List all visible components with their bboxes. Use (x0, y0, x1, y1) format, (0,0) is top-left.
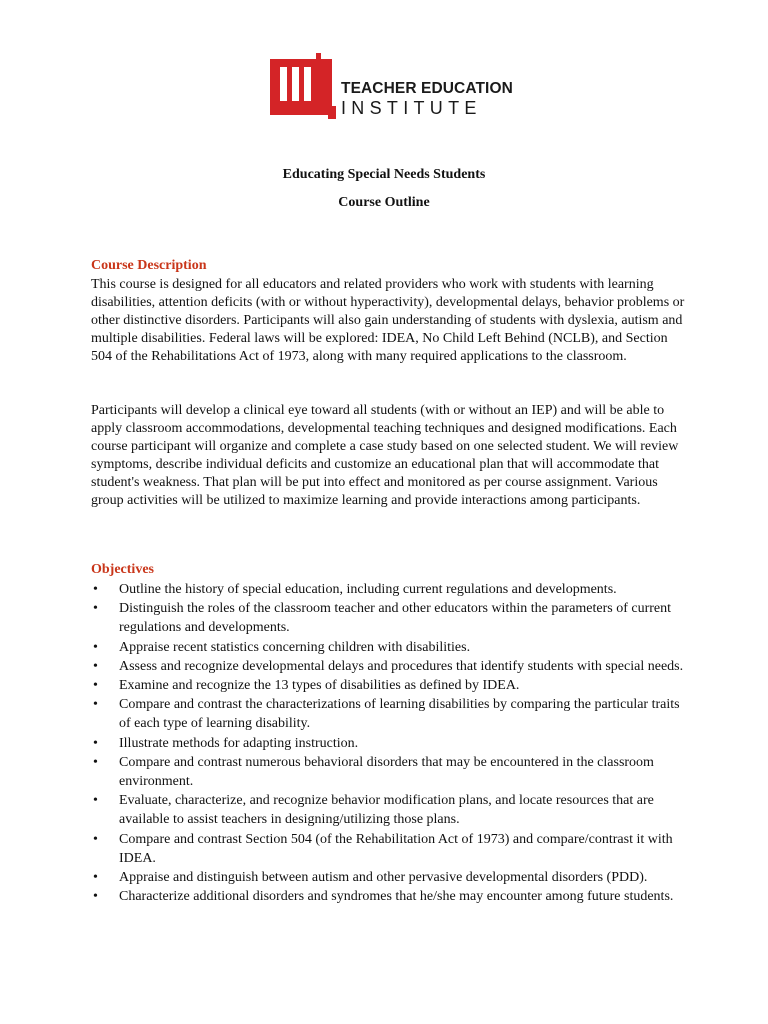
course-description-heading: Course Description (91, 258, 207, 273)
objective-item: • Evaluate, characterize, and recognize behavior modification plans, and locate resources that are available to assist teachers in designing/utilizing those plans. (91, 791, 691, 829)
objective-item: • Examine and recognize the 13 types of disabilities as defined by IDEA. (91, 676, 691, 695)
logo-text-line1: TEACHER EDUCATION (341, 80, 513, 97)
course-description-paragraph-2: Participants will develop a clinical eye toward all students (with or without an IEP) and will be able to apply classroom accommodations, developmental teaching techniques and designed modifications. Each course participant will organize and complete a case study based on one selected student. We will review symptoms, describe individual deficits and customize an educational plan that will accommodate that student's weakness. That plan will be put into effect and monitored as per course assignment. Various group activities will be utilized to maximize learning and provide interactions among participants. (91, 403, 679, 508)
objective-item: • Characterize additional disorders and syndromes that he/she may encounter among future students. (91, 887, 691, 906)
logo-text-line2: INSTITUTE (341, 98, 482, 118)
objective-item: • Compare and contrast the characterizations of learning disabilities by comparing the particular traits of each type of learning disability. (91, 695, 691, 733)
teacher-education-institute-logo (270, 53, 513, 121)
objective-item: • Outline the history of special education, including current regulations and developments. (91, 580, 691, 599)
objective-item: • Distinguish the roles of the classroom teacher and other educators within the parameters of current regulations and developments. (91, 599, 691, 637)
objective-item: • Compare and contrast Section 504 (of the Rehabilitation Act of 1973) and compare/contrast it with IDEA. (91, 830, 691, 868)
objectives-list (91, 580, 691, 906)
objectives-heading: Objectives (91, 562, 154, 577)
objective-item: • Illustrate methods for adapting instruction. (91, 734, 691, 753)
objective-item: • Assess and recognize developmental delays and procedures that identify students with special needs. (91, 657, 691, 676)
course-description-paragraph-1: This course is designed for all educators and related providers who work with students with learning disabilities, attention deficits (with or without hyperactivity), developmental delays, behavior problems or other distinctive disorders. Participants will also gain understanding of students with dyslexia, autism and multiple disabilities. Federal laws will be explored: IDEA, No Child Left Behind (NCLB), and Section 504 of the Rehabilitations Act of 1973, along with many required applications to the classroom. (91, 277, 685, 364)
objective-item: • Compare and contrast numerous behavioral disorders that may be encountered in the classroom environment. (91, 753, 691, 791)
logo-mark-icon (270, 53, 336, 119)
document-subtitle: Course Outline (338, 195, 430, 210)
document-title: Educating Special Needs Students (282, 167, 486, 182)
objective-item: • Appraise recent statistics concerning children with disabilities. (91, 638, 691, 657)
objective-item: • Appraise and distinguish between autism and other pervasive developmental disorders (PDD). (91, 868, 691, 887)
